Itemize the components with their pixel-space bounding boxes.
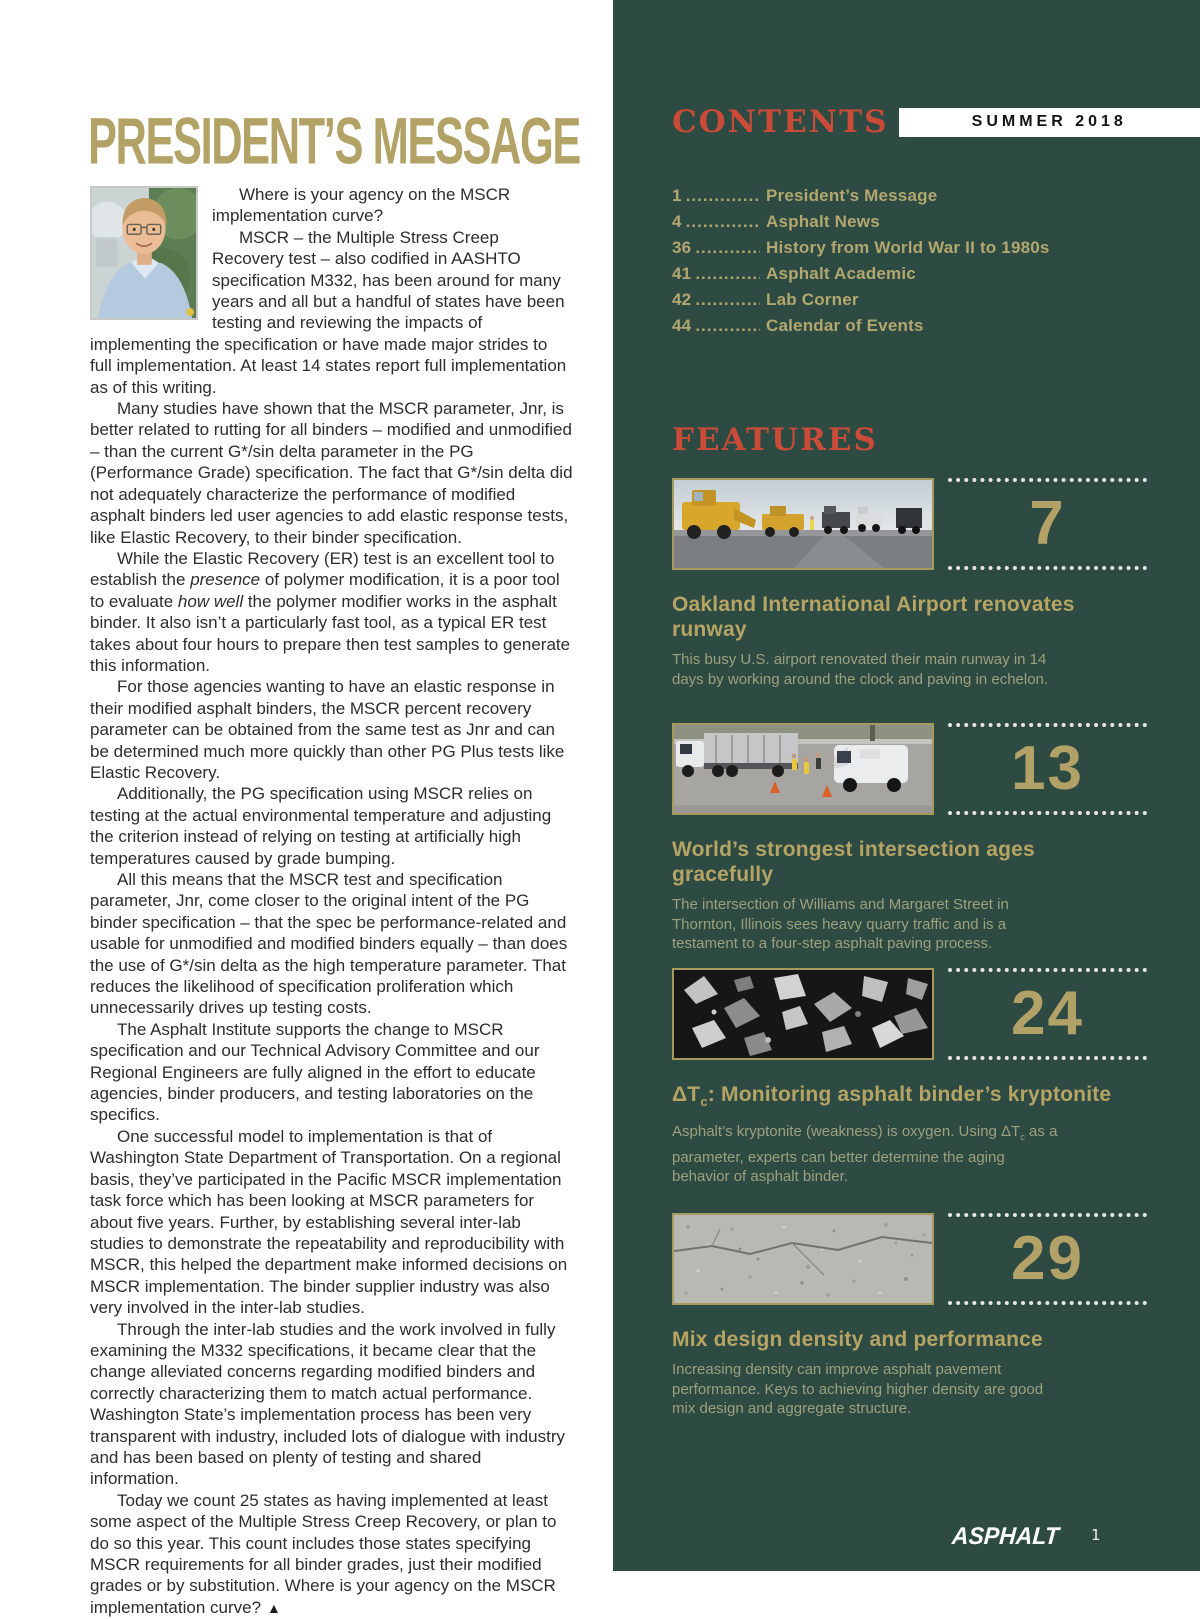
dotted-rule xyxy=(948,723,1147,727)
feature-description: Increasing density can improve asphalt pavement performance. Keys to achieving higher density are good mix design and aggregate structure. xyxy=(672,1361,1044,1417)
dotted-rule xyxy=(948,1056,1147,1060)
toc-label: Asphalt Academic xyxy=(766,264,916,283)
feature-page-number: 24 xyxy=(1011,979,1084,1048)
dot-leader xyxy=(695,238,760,258)
feature-title: $\Delta T_c$: Monitoring asphalt binder’s kryptonite xyxy=(672,1083,1112,1110)
feature-title: World’s strongest intersection ages gracefully xyxy=(672,838,1035,886)
issue-banner xyxy=(899,108,1200,137)
features-heading: FEATURES xyxy=(672,422,878,458)
article-paragraph: Where is your agency on the MSCR implementation curve? xyxy=(212,185,511,226)
asphalt-magazine-logo: ASPHALT xyxy=(951,1522,1060,1550)
dot-leader xyxy=(686,186,760,206)
toc-page-number: 36 xyxy=(672,238,692,257)
toc-page-number: 44 xyxy=(672,316,692,335)
article-body xyxy=(90,184,573,1619)
runway-paving-photo xyxy=(672,478,934,570)
feature-entry[interactable] xyxy=(672,1213,1147,1419)
article-paragraph: One successful model to implementation is that of Washington State Department of Transportation. On a regional basis, they’ve participated in the Pacific MSCR implementation task force which has been looking at MSCR parameters for about five years. Further, by establishing several inter-lab studies to demonstrate the repeatability and reproducibility with MSCR, this helped the department make informed decisions on MSCR implementation. The binder supplier industry was also very involved in the inter-lab studies. xyxy=(90,1126,568,1318)
toc-page-number: 1 xyxy=(672,186,682,205)
article-paragraph: The Asphalt Institute supports the change to MSCR specification and our Technical Advisory Committee and our Regional Engineers are fully aligned in the effort to educate agencies, binder producers, and testing laboratories on the specifics. xyxy=(90,1019,540,1125)
feature-page-number: 13 xyxy=(1011,734,1084,803)
dotted-rule xyxy=(948,811,1147,815)
dotted-rule xyxy=(948,478,1147,482)
toc-page-number: 42 xyxy=(672,290,692,309)
issue-label: SUMMER 2018 xyxy=(971,113,1127,130)
table-of-contents xyxy=(672,186,1050,342)
toc-item[interactable] xyxy=(672,316,1050,342)
dot-leader xyxy=(695,316,760,336)
president-portrait-photo xyxy=(90,186,198,320)
dotted-rule xyxy=(948,566,1147,570)
article-paragraph: Additionally, the PG specification using MSCR relies on testing at the actual environmental temperature and adjusting the criterion instead of relying on testing at artificially high temperatures caused by grade bumping. xyxy=(90,784,552,868)
dotted-rule xyxy=(948,1301,1147,1305)
toc-label: Calendar of Events xyxy=(766,316,924,335)
feature-page-number: 7 xyxy=(1029,489,1066,558)
toc-label: President’s Message xyxy=(766,186,938,205)
article-paragraph: Many studies have shown that the MSCR parameter, Jnr, is better related to rutting for all binders – modified and unmodified – than the current G*/sin delta parameter in the PG (Performance Grade) specification. The fact that G*/sin delta did not adequately characterize the performance of modified asphalt binders led user agencies to add elastic response tests, like Elastic Recovery, to their binder specification. xyxy=(90,399,573,547)
toc-label: Lab Corner xyxy=(766,290,859,309)
feature-description: The intersection of Williams and Margaret Street in Thornton, Illinois sees heavy quarry traffic and is a testament to a four-step asphalt paving process. xyxy=(672,896,1009,952)
feature-page-number: 29 xyxy=(1011,1224,1084,1293)
toc-label: Asphalt News xyxy=(766,212,880,231)
folio-page-number: 1 xyxy=(1091,1526,1101,1544)
dot-leader xyxy=(695,290,760,310)
feature-title: Oakland International Airport renovates runway xyxy=(672,593,1075,641)
toc-item[interactable] xyxy=(672,212,1050,238)
contents-sidebar xyxy=(613,0,1200,1571)
toc-item[interactable] xyxy=(672,264,1050,290)
contents-header-row xyxy=(672,106,1200,138)
contents-heading: CONTENTS xyxy=(672,104,889,140)
feature-description: Asphalt’s kryptonite (weakness) is oxygen. Using $\Delta T_c$ as a parameter, experts can better determine the aging behavior of asphalt binder. xyxy=(672,1123,1058,1186)
dotted-rule xyxy=(948,968,1147,972)
article-paragraph: Through the inter-lab studies and the work involved in fully examining the M332 specifications, it became clear that the change alleviated concerns regarding modified binders and correctly characterizing them to match actual performance. Washington State’s implementation process has been very transparent with industry, included lots of dialogue with industry and has been based on plenty of testing and shared information. xyxy=(90,1319,565,1489)
sidebar-footer xyxy=(613,1520,1200,1560)
feature-entry[interactable] xyxy=(672,968,1147,1187)
intersection-trucks-photo xyxy=(672,723,934,815)
article-paragraph-text: Today we count 25 states as having implemented at least some aspect of the Multiple Stress Creep Recovery, or plan to do so this year. This count includes those states specifying MSCR requirements for all binder grades, just their modified grades or by substitution. Where is your agency on the MSCR implementation curve? xyxy=(90,1490,557,1617)
feature-entry[interactable] xyxy=(672,723,1147,954)
article-paragraph xyxy=(90,1490,573,1619)
page-title: PRESIDENT’S MESSAGE xyxy=(88,105,580,179)
toc-item[interactable] xyxy=(672,186,1050,212)
dot-leader xyxy=(686,212,760,232)
toc-item[interactable] xyxy=(672,290,1050,316)
pavement-texture-photo xyxy=(672,1213,934,1305)
article-paragraph: All this means that the MSCR test and specification parameter, Jnr, come closer to the original intent of the PG binder specification – that the spec be performance-related and usable for unmodified and modified binders equally – than does the use of G*/sin delta as the high temperature parameter. That reduces the likelihood of specification proliferation which unnecessarily drives up testing costs. xyxy=(90,870,568,1018)
article-paragraph: For those agencies wanting to have an elastic response in their modified asphalt binders, the MSCR percent recovery parameter can be obtained from the same test as Jnr and can be determined much more quickly than other PG Plus tests like Elastic Recovery. xyxy=(90,677,565,782)
toc-label: History from World War II to 1980s xyxy=(766,238,1050,257)
toc-item[interactable] xyxy=(672,238,1050,264)
feature-entry[interactable] xyxy=(672,478,1147,689)
toc-page-number: 4 xyxy=(672,212,682,231)
portrait-illustration xyxy=(92,188,196,318)
toc-page-number: 41 xyxy=(672,264,692,283)
article-paragraph: While the Elastic Recovery (ER) test is an excellent tool to establish the presence of polymer modification, it is a poor tool to evaluate how well the polymer modifier works in the asphalt binder. It also isn’t a particularly fast tool, as a typical ER test takes about four hours to prepare then test samples to generate this information. xyxy=(90,548,571,675)
dot-leader xyxy=(695,264,760,284)
feature-title: Mix design density and performance xyxy=(672,1328,1043,1351)
end-of-article-icon: ▲ xyxy=(267,1599,281,1616)
feature-description: This busy U.S. airport renovated their main runway in 14 days by working around the clock and paving in echelon. xyxy=(672,651,1049,688)
article-paragraph: MSCR – the Multiple Stress Creep Recovery test – also codified in AASHTO specification M332, has been around for many years and all but a handful of states have been testing and reviewing the impacts of implementing the specification or have made major strides to full implementation. At least 14 states report full implementation as of this writing. xyxy=(90,227,567,397)
dotted-rule xyxy=(948,1213,1147,1217)
asphalt-core-closeup-photo xyxy=(672,968,934,1060)
